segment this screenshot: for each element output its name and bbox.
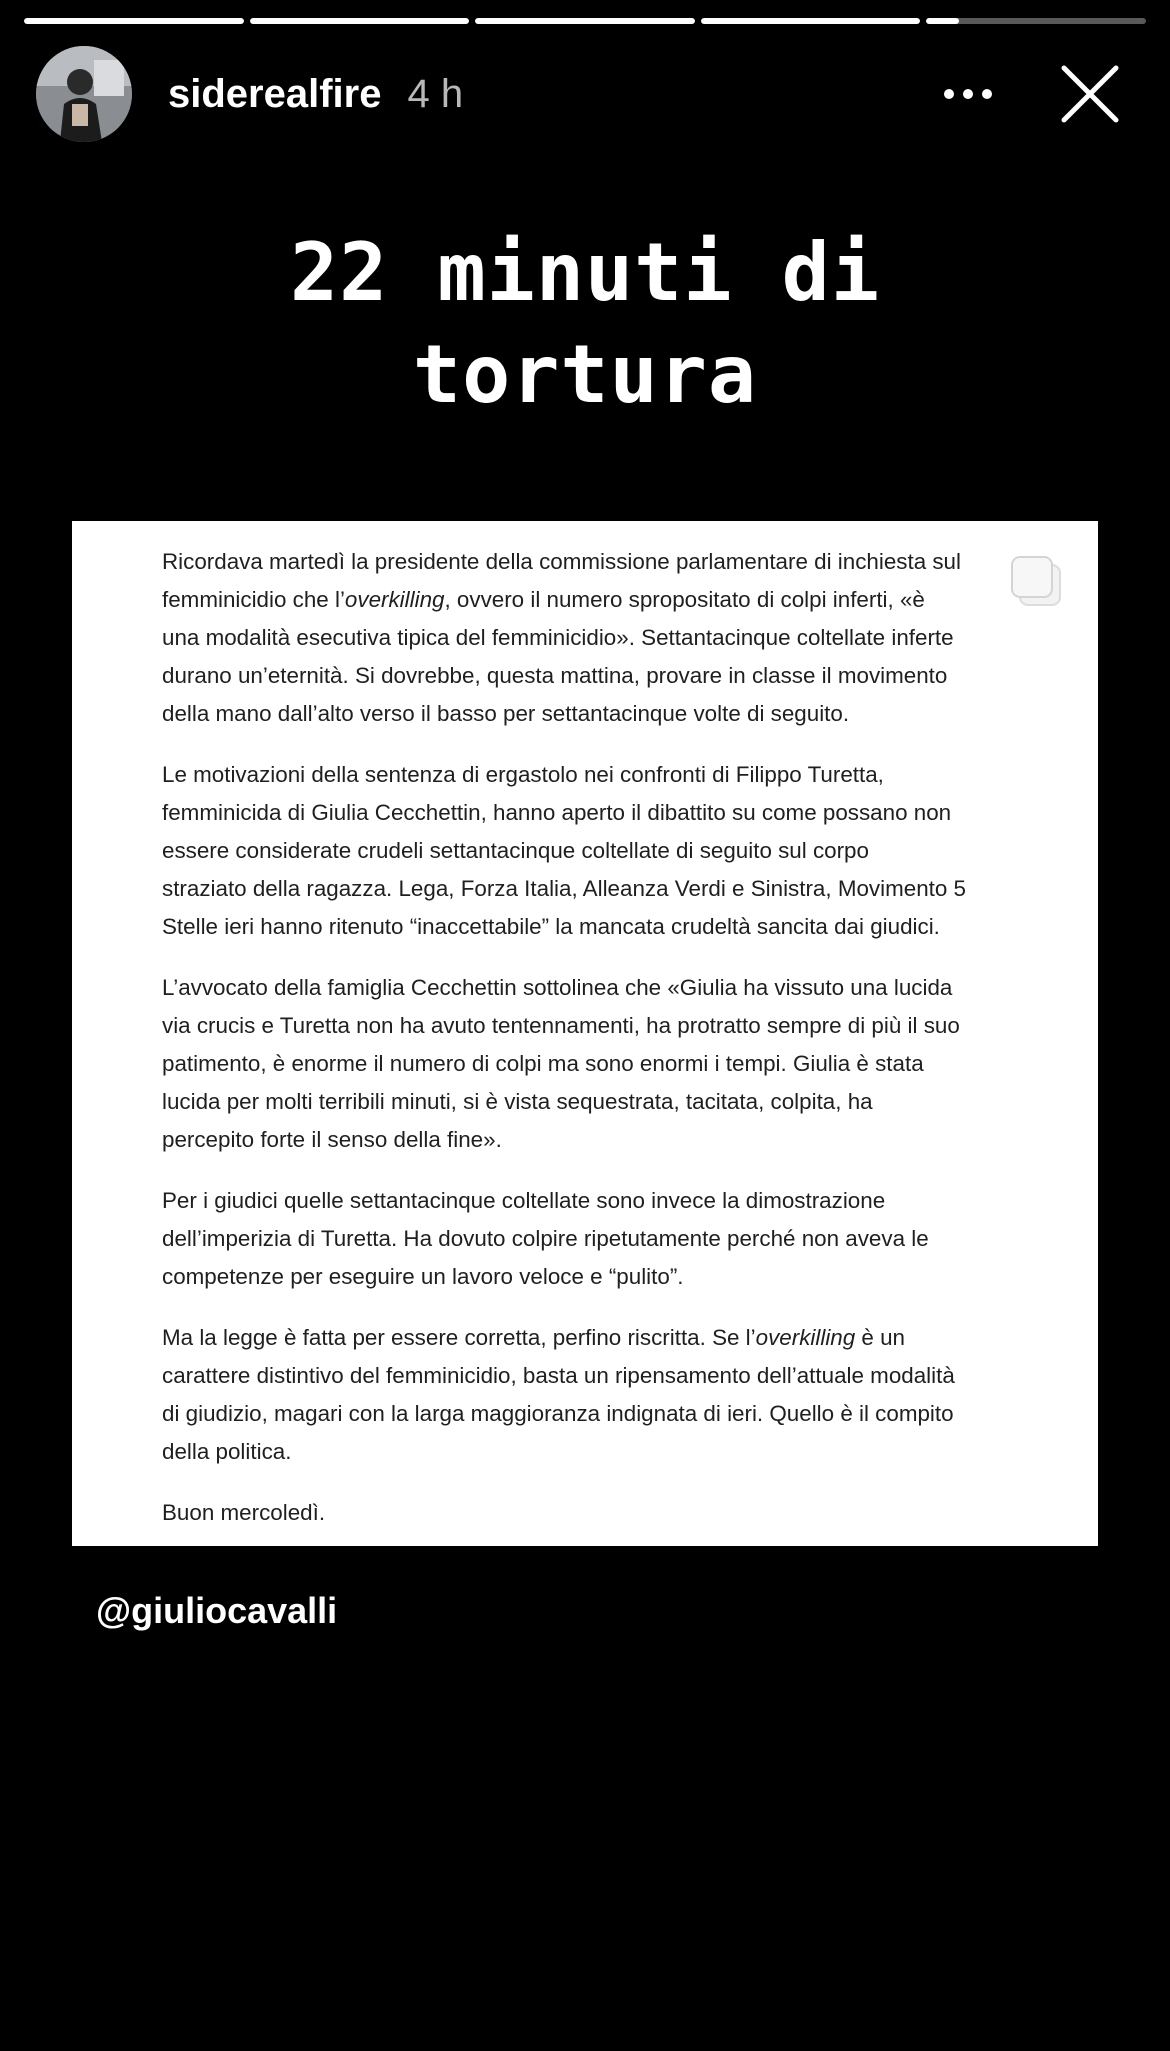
title-line-1: 22 minuti di (290, 226, 880, 319)
paragraph-3 (162, 969, 1002, 1159)
italic-term: overkilling (344, 587, 445, 612)
text-line: Stelle ieri hanno ritenuto “inaccettabile” la mancata crudeltà sancita dai giudici. (162, 914, 940, 939)
close-button[interactable] (1058, 62, 1122, 126)
avatar[interactable] (36, 46, 132, 142)
text-line: femminicida di Giulia Cecchettin, hanno aperto il dibattito su come possano non (162, 800, 952, 825)
text-fragment: , ovvero il numero spropositato di colpi inferti, «è (444, 587, 925, 612)
avatar-photo-icon (36, 46, 132, 142)
paragraph-1 (162, 543, 1002, 733)
more-button[interactable] (936, 62, 1000, 126)
text-line: essere considerate crudeli settantacinque coltellate di seguito sul corpo (162, 838, 869, 863)
progress-fill (250, 18, 470, 24)
progress-segment (701, 18, 921, 24)
paragraph-6 (162, 1494, 1002, 1532)
italic-term: overkilling (755, 1325, 856, 1350)
text-line: dell’imperizia di Turetta. Ha dovuto colpire ripetutamente perché non aveva le (162, 1226, 929, 1251)
text-line: della mano dall’alto verso il basso per settantacinque volte di seguito. (162, 701, 850, 726)
text-line: Buon mercoledì. (162, 1500, 326, 1525)
text-line: Ricordava martedì la presidente della commissione parlamentare di inchiesta sul (162, 549, 961, 574)
paragraph-5 (162, 1319, 1002, 1471)
text-line: Per i giudici quelle settantacinque coltellate sono invece la dimostrazione (162, 1188, 886, 1213)
progress-fill (24, 18, 244, 24)
copy-icon (1010, 555, 1070, 615)
text-line: via crucis e Turetta non ha avuto tentennamenti, ha protratto sempre di più il suo (162, 1013, 960, 1038)
text-line: percepito forte il senso della fine». (162, 1127, 502, 1152)
article-body (162, 543, 1002, 1555)
text-line: competenze per eseguire un lavoro veloce e “pulito”. (162, 1264, 684, 1289)
article-screenshot (72, 521, 1098, 1546)
post-time: 4 h (407, 71, 464, 116)
close-icon (1060, 64, 1120, 124)
text-line: lucida per molti terribili minuti, si è vista sequestrata, tacitata, colpita, ha (162, 1089, 873, 1114)
paragraph-4 (162, 1182, 1002, 1296)
text-line: L’avvocato della famiglia Cecchettin sottolinea che «Giulia ha vissuto una lucida (162, 975, 953, 1000)
mention-link[interactable]: @giuliocavalli (96, 1590, 338, 1631)
text-line: una modalità esecutiva tipica del femminicidio». Settantacinque coltellate inferte (162, 625, 954, 650)
text-line: straziato della ragazza. Lega, Forza Italia, Alleanza Verdi e Sinistra, Movimento 5 (162, 876, 966, 901)
text-fragment: è un (855, 1325, 906, 1350)
story-title (0, 222, 1170, 426)
progress-segment (250, 18, 470, 24)
paragraph-2 (162, 756, 1002, 946)
text-line: durano un’eternità. Si dovrebbe, questa mattina, provare in classe il movimento (162, 663, 948, 688)
progress-segment (926, 18, 1146, 24)
more-horizontal-icon (943, 88, 993, 100)
text-fragment: Ma la legge è fatta per essere corretta, perfino riscritta. Se l’ (162, 1325, 756, 1350)
text-line: della politica. (162, 1439, 292, 1464)
text-fragment: femminicidio che l’ (162, 587, 345, 612)
username[interactable]: siderealfire (168, 71, 382, 116)
story-progress (24, 18, 1146, 24)
text-line: patimento, è enorme il numero di colpi ma sono enormi i tempi. Giulia è stata (162, 1051, 924, 1076)
progress-segment (475, 18, 695, 24)
text-line (162, 1319, 1002, 1357)
text-line: di giudizio, magari con la larga maggioranza indignata di ieri. Quello è il compito (162, 1401, 954, 1426)
text-line (162, 581, 1002, 619)
progress-fill (475, 18, 695, 24)
progress-fill (701, 18, 921, 24)
story-header (36, 46, 1146, 142)
title-line-2: tortura (412, 328, 758, 421)
progress-fill (926, 18, 959, 24)
text-line: carattere distintivo del femminicidio, basta un ripensamento dell’attuale modalità (162, 1363, 955, 1388)
text-line: Le motivazioni della sentenza di ergastolo nei confronti di Filippo Turetta, (162, 762, 884, 787)
progress-segment (24, 18, 244, 24)
